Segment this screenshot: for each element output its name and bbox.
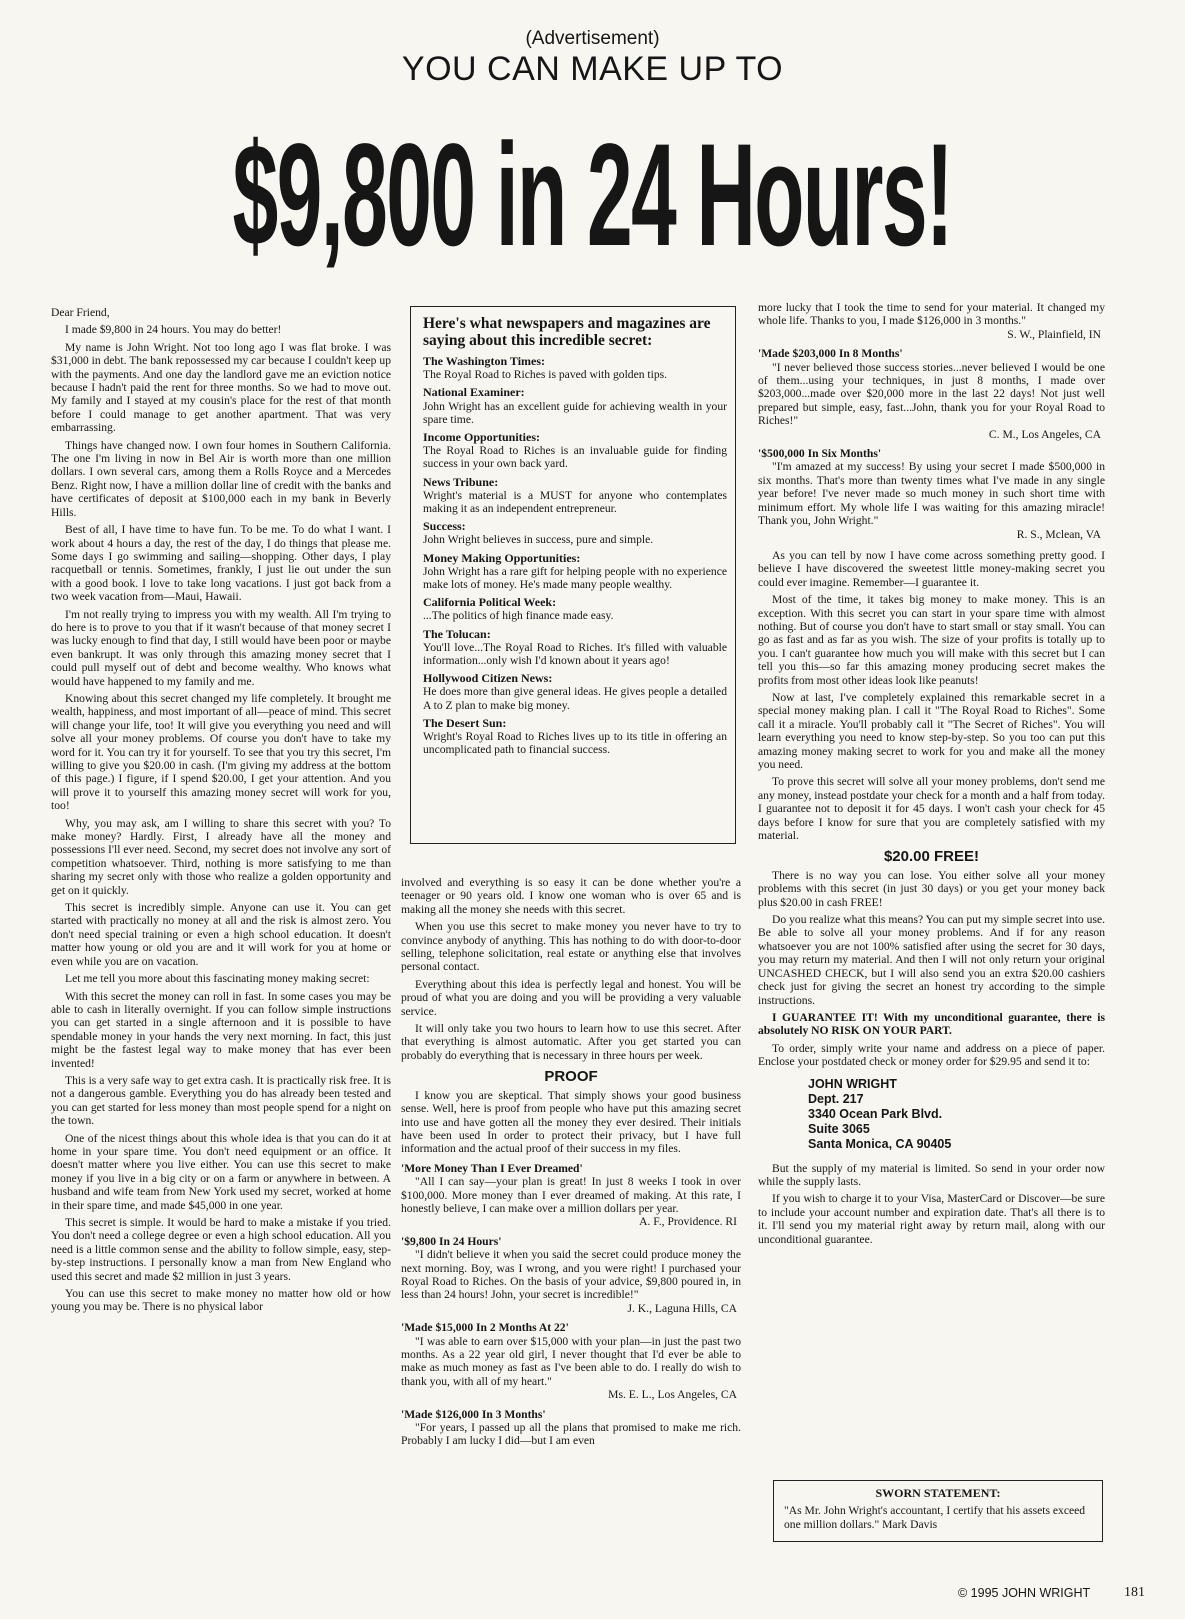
testimonial-signature: Ms. E. L., Los Angeles, CA	[608, 1388, 737, 1402]
testimonial-signature: R. S., Mclean, VA	[1016, 527, 1101, 541]
body-paragraph: I'm not really trying to impress you with my wealth. All I'm trying to do here is to prove to you that if it wasn't because of that money secret I was lucky enough to find that day, I still would have been poor or maybe even bankrupt. It was only through this amazing money secret that I could pull myself out of debt and become wealthy. Who knows what would have happened to my family and me.	[51, 607, 391, 688]
testimonial-text: "I was able to earn over $15,000 with your plan—in just the past two months. As a 22 year old girl, I never thought that I'd ever be able to make as much money as fast as I've been able to do. I really do wish to thank you, with all of my heart."	[401, 1334, 741, 1388]
body-paragraph: If you wish to charge it to your Visa, MasterCard or Discover—be sure to include your account number and expiration date. That's all there is to it. I'll send you my material right away by return mail, along with our unconditional guarantee.	[758, 1192, 1105, 1246]
body-paragraph: Now at last, I've completely explained this remarkable secret in a special money making plan. I call it "The Royal Road to Riches". Some call it a miracle. You'll probably call it "The Secret of Riches". You will learn everything you need to know step-by-step. So you too can put this amazing money making secret to work for you and make all the money you need.	[758, 690, 1105, 771]
testimonial-text: "I didn't believe it when you said the secret could produce money the next morning. Boy, was I wrong, and you were right! I purchased your Royal Road to Riches. On the basis of your advice, $9,800 poured in, in less than 24 hours! John, your secret is incredible!"	[401, 1248, 741, 1302]
page-number: 181	[1124, 1585, 1145, 1600]
testimonial-heading: 'More Money Than I Ever Dreamed'	[401, 1161, 583, 1175]
quote-source: Income Opportunities:	[423, 430, 540, 445]
press-quote	[423, 596, 727, 622]
testimonial-signature: J. K., Laguna Hills, CA	[627, 1301, 737, 1315]
press-quote	[423, 476, 727, 516]
body-paragraph: Why, you may ask, am I willing to share this secret with you? To make money? Hardly. First, I already have all the money and possessions I'll ever need. Second, my secret does not involve any sort of competition whatsoever. Third, nothing is more satisfying to me than sharing my secret only with those who realize a golden opportunity and get on it quickly.	[51, 816, 391, 897]
left-column	[51, 306, 391, 1596]
quote-text: The Royal Road to Riches is an invaluable guide for finding success in your own back yard.	[423, 444, 727, 471]
press-quote	[423, 386, 727, 426]
body-paragraph: Best of all, I have time to have fun. To be me. To do what I want. I work about 4 hours a day, the rest of the day, I do things that please me. Some days I go swimming and sailing—shopping. Other days, I play racquetball or tennis. Sometimes, frankly, I just lie out under the sun with a good book. I love to take long vacations. I just got back from a two week vacation from—Maui, Hawaii.	[51, 523, 391, 604]
body-paragraph: Knowing about this secret changed my life completely. It brought me wealth, happiness, and most important of all—peace of mind. This secret will change your life, too! It will give you everything you need and will solve all your money problems. Of course you don't have to take my word for it. You can try it for yourself. To see that you try this secret, I'm willing to give you $20.00 in cash. (I'm giving my address at the bottom of this page.) I figure, if I spend $20.00, I get your attention. And you will prove it to yourself this amazing money secret will work for you, too!	[51, 691, 391, 813]
body-paragraph: This is a very safe way to get extra cash. It is practically risk free. It is not a dangerous gamble. Everything you do has already been tested and you can get started for less money than most people spend for a night on the town.	[51, 1073, 391, 1128]
quote-source: News Tribune:	[423, 474, 499, 489]
quote-text: You'll love...The Royal Road to Riches. It's filled with valuable information...only wish I'd known about it years ago!	[423, 640, 727, 668]
quote-source: The Desert Sun:	[423, 715, 507, 730]
press-quote	[423, 717, 727, 757]
body-paragraph: I know you are skeptical. That simply shows your good business sense. Well, here is proof from people who have put this amazing secret into use and have gotten all the money they ever desired. Their initials have been used In order to protect their privacy, but I have full information and the actual proof of their success in my files.	[401, 1088, 741, 1156]
press-quote	[423, 431, 727, 471]
advertisement-label: (Advertisement)	[525, 28, 660, 49]
body-paragraph: But the supply of my material is limited. So send in your order now while the supply lasts.	[758, 1161, 1105, 1188]
testimonial-text: "For years, I passed up all the plans that promised to make me rich. Probably I am lucky I did—but I am even	[401, 1421, 741, 1448]
quote-text: Wright's Royal Road to Riches lives up to its title in offering an uncomplicated path to financial success.	[423, 730, 727, 757]
quote-source: Hollywood Citizen News:	[423, 671, 553, 686]
quote-source: The Washington Times:	[423, 354, 546, 368]
testimonial-heading: 'Made $203,000 In 8 Months'	[758, 347, 903, 361]
right-column	[758, 301, 1105, 1541]
testimonial-text: more lucky that I took the time to send for your material. It changed my whole life. Thanks to you, I made $126,000 in 3 months."	[758, 301, 1105, 328]
salutation: Dear Friend,	[51, 306, 110, 319]
body-paragraph: My name is John Wright. Not too long ago I was flat broke. I was $31,000 in debt. The bank repossessed my car because I couldn't keep up with the payments. And one day the landlord gave me an eviction notice because I hadn't paid the rent for three months. So we had to move out. My family and I stayed at my cousin's place for the rest of that month before I could manage to get another apartment. That was very embarrassing.	[51, 340, 391, 435]
quote-source: The Tolucan:	[423, 626, 491, 641]
mailing-address	[808, 1077, 1105, 1152]
middle-column	[401, 876, 741, 1576]
body-paragraph: With this secret the money can roll in fast. In some cases you may be able to cash in literally overnight. If you can follow simple instructions you can get started in a single afternoon and it is possible to have spendable money in your hands the very next morning. In fact, this just might be the fastest legal way to make money that has ever been invented!	[51, 989, 391, 1070]
quote-source: California Political Week:	[423, 595, 557, 610]
testimonial-text: "All I can say—your plan is great! In just 8 weeks I took in over $100,000. More money than I ever dreamed of making. At this rate, I honestly believe, I can make over a million dollars per year.	[401, 1175, 741, 1215]
address-line: Santa Monica, CA 90405	[808, 1136, 952, 1151]
copyright-notice: © 1995 JOHN WRIGHT	[958, 1586, 1091, 1600]
testimonial-heading: 'Made $126,000 In 3 Months'	[401, 1407, 546, 1421]
quote-text: Wright's material is a MUST for anyone who contemplates making it as an independent entrepreneur.	[423, 488, 727, 516]
headline-main	[0, 105, 1185, 285]
address-line: Dept. 217	[808, 1091, 864, 1106]
quote-source: Success:	[423, 519, 466, 534]
body-paragraph: involved and everything is so easy it can be done whether you're a teenager or 90 years old. I know one woman who is over 65 and is making all the money she needs with this secret.	[401, 876, 741, 916]
testimonial-heading: '$500,000 In Six Months'	[758, 447, 882, 461]
testimonial-text: "I never believed those success stories...never believed I would be one of them...using your techniques, in just 8 months, I made over $203,000...made over $20,000 more in the last 22 days! Not just well prepared but simple, easy, fast...John, thank you for your Royal Road to Riches!"	[758, 360, 1105, 428]
press-quote	[423, 628, 727, 668]
body-paragraph: To prove this secret will solve all your money problems, don't send me any money, instead postdate your check for a month and a half from today. I guarantee not to deposit it for 45 days. I won't cash your check for 45 days before I know for sure that you are completely satisfied with my material.	[758, 775, 1105, 843]
quote-text: He does more than give general ideas. He gives people a detailed A to Z plan to make big money.	[423, 685, 727, 712]
guarantee-statement: I GUARANTEE IT! With my unconditional guarantee, there is absolutely NO RISK ON YOUR PART.	[758, 1010, 1105, 1038]
body-paragraph: Things have changed now. I own four homes in Southern California. The one I'm living in now in Bel Air is worth more than one million dollars. I own several cars, among them a Rolls Royce and a Mercedes Benz. Right now, I have a million dollar line of credit with the banks and have certificates of deposit at $100,000 each in my bank in Beverly Hills.	[51, 438, 391, 519]
quote-text: John Wright believes in success, pure and simple.	[423, 533, 654, 547]
testimonial-text: "I'm amazed at my success! By using your secret I made $500,000 in six months. That's more than twenty times what I've made in any single year before! I've never made so much money in such short time with minimum effort. My whole life I was waiting for this amazing miracle! Thank you, John Wright."	[758, 460, 1105, 528]
press-quote	[423, 552, 727, 592]
body-paragraph: Most of the time, it takes big money to make money. This is an exception. With this secret you can start in your spare time with almost nothing. But of course you don't have to start small or stay small. You can go as fast and as far as you wish. The size of your profits is totally up to you. I can't guarantee how much you will make with this secret but I can tell you this—so far this amazing money producing secret makes the profits from most other ideas look like peanuts!	[758, 593, 1105, 687]
body-paragraph: As you can tell by now I have come across something pretty good. I believe I have discovered the sweetest little money-making secret you could ever imagine. Remember—I guarantee it.	[758, 548, 1105, 589]
order-instructions: To order, simply write your name and address on a piece of paper. Enclose your postdated check or money order for $29.95 and send it to:	[758, 1041, 1105, 1069]
sworn-statement-title: SWORN STATEMENT:	[875, 1486, 1001, 1500]
body-paragraph: It will only take you two hours to learn how to use this secret. After that everything is almost automatic. After you get started you can probably do everything that is necessary in three hours per week.	[401, 1022, 741, 1062]
quote-text: John Wright has an excellent guide for achieving wealth in your spare time.	[423, 399, 727, 426]
quote-source: National Examiner:	[423, 385, 525, 400]
body-paragraph: I made $9,800 in 24 hours. You may do better!	[65, 323, 282, 337]
press-box-title: Here's what newspapers and magazines are saying about this incredible secret:	[423, 315, 711, 349]
sworn-statement-box	[773, 1480, 1103, 1542]
press-quote	[423, 672, 727, 712]
press-quote	[423, 355, 727, 381]
sworn-statement-text: "As Mr. John Wright's accountant, I certify that his assets exceed one million dollars." Mark Davis	[784, 1504, 1086, 1531]
proof-heading: PROOF	[544, 1068, 598, 1086]
testimonial-signature: C. M., Los Angeles, CA	[988, 427, 1101, 441]
quote-text: ...The politics of high finance made easy.	[423, 609, 614, 623]
address-line: Suite 3065	[808, 1121, 870, 1136]
body-paragraph: This secret is simple. It would be hard to make a mistake if you tried. You don't need a college degree or even a high school education. All you need is a little common sense and the ability to follow simple, easy, step-by-step instructions. I personally know a man from New England who used this secret and made $2 million in just 3 years.	[51, 1216, 391, 1283]
free-heading: $20.00 FREE!	[883, 848, 980, 866]
body-paragraph: Do you realize what this means? You can put my simple secret into use. Be able to solve all your money problems. And if for any reason whatsoever you are not 100% satisfied after using the secret for 30 days, you may return my material. And then I will not only return your original UNCASHED CHECK, but I will also send you an extra $20.00 cashiers check just for giving the secret an honest try according to the simple instructions.	[758, 913, 1105, 1007]
body-paragraph: This secret is incredibly simple. Anyone can use it. You can get started with practically no money at all and the risk is almost zero. You don't need special training or even a high school education. It doesn't matter how young or old you are and it will work for you at home or even while you are on vacation.	[51, 901, 391, 968]
press-quotes-box	[410, 306, 736, 844]
testimonial-heading: 'Made $15,000 In 2 Months At 22'	[401, 1321, 569, 1335]
body-paragraph: Everything about this idea is perfectly legal and honest. You will be proud of what you are doing and you will be providing a very valuable service.	[401, 977, 741, 1018]
quote-source: Money Making Opportunities:	[423, 550, 581, 565]
quote-text: The Royal Road to Riches is paved with golden tips.	[423, 368, 668, 382]
address-line: JOHN WRIGHT	[808, 1076, 897, 1091]
body-paragraph: One of the nicest things about this whole idea is that you can do it at home in your spare time. You don't need equipment or an office. It doesn't matter where you live either. You can use this secret to make money if you live in a big city or on a farm or anywhere in between. A husband and wife team from New York used my secret, worked at home in their spare time, and made $45,000 in one year.	[51, 1131, 391, 1212]
address-line: 3340 Ocean Park Blvd.	[808, 1106, 943, 1121]
body-paragraph: When you use this secret to make money you never have to try to convince anybody of anything. This has nothing to do with door-to-door selling, telephone solicitation, real estate or anything else that involves personal contact.	[401, 920, 741, 974]
headline-top: YOU CAN MAKE UP TO	[401, 50, 784, 88]
quote-text: John Wright has a rare gift for helping people with no experience make lots of money. He's made many people wealthy.	[423, 564, 727, 592]
press-quote	[423, 520, 727, 546]
headline-main-text: $9,800 in 24 Hours!	[232, 112, 953, 277]
testimonial-heading: '$9,800 In 24 Hours'	[401, 1234, 502, 1248]
testimonial-signature: A. F., Providence. RI	[639, 1215, 737, 1229]
body-paragraph: You can use this secret to make money no matter how old or how young you may be. There is no physical labor	[51, 1287, 391, 1314]
testimonial-signature: S. W., Plainfield, IN	[1007, 327, 1101, 341]
body-paragraph: Let me tell you more about this fascinating money making secret:	[65, 972, 370, 986]
body-paragraph: There is no way you can lose. You either solve all your money problems with this secret (in just 30 days) or you get your money back plus $20.00 in cash FREE!	[758, 868, 1105, 909]
